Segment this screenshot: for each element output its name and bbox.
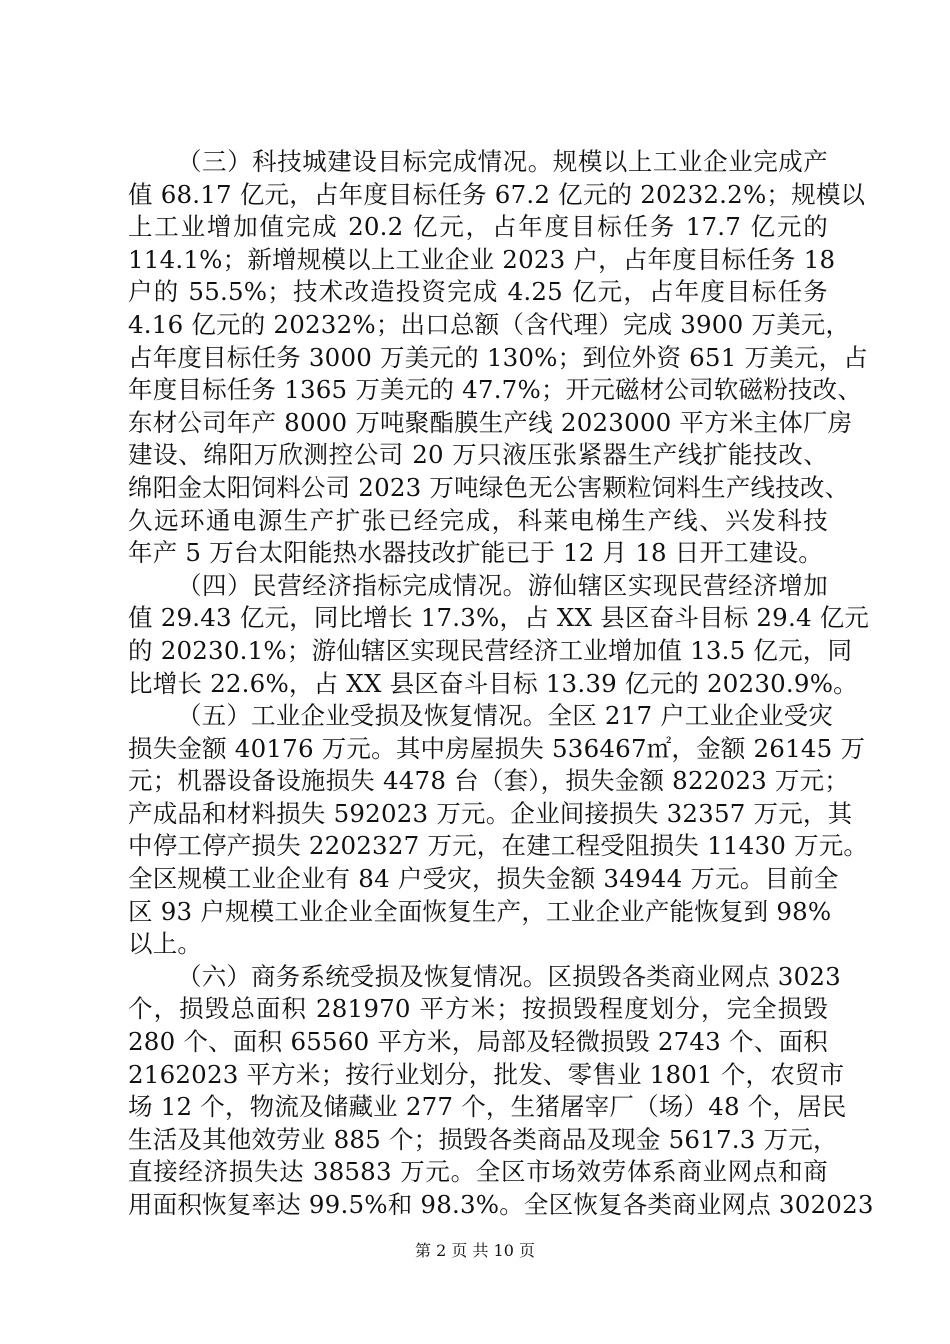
paragraph-line: 280 个、面积 65560 平方米，局部及轻微损毁 2743 个、面积: [128, 1027, 828, 1057]
paragraph-line: （四）民营经济指标完成情况。游仙辖区实现民营经济增加: [177, 570, 828, 600]
paragraph-line: 绵阳金太阳饲料公司 2023 万吨绿色无公害颗粒饲料生产线技改、: [128, 472, 850, 502]
page-footer: 第 2 页 共 10 页: [415, 1241, 535, 1260]
paragraph-line: 元；机器设备设施损失 4478 台（套），损失金额 822023 万元；: [128, 766, 849, 796]
paragraph-line: 东材公司年产 8000 万吨聚酯膜生产线 2023000 平方米主体厂房: [128, 407, 853, 437]
paragraph-line: 建设、绵阳万欣测控公司 20 万只液压张紧器生产线扩能技改、: [128, 440, 828, 470]
paragraph-line: 值 68.17 亿元，占年度目标任务 67.2 亿元的 20232.2%；规模以: [128, 179, 866, 209]
paragraph-line: 4.16 亿元的 20232%；出口总额（含代理）完成 3900 万美元，: [128, 309, 851, 339]
paragraph-line: 生活及其他效劳业 885 个；损毁各类商品及现金 5617.3 万元，: [128, 1124, 838, 1154]
paragraph-line: 2162023 平方米；按行业划分，批发、零售业 1801 个，农贸市: [128, 1059, 845, 1089]
paragraph-line: 场 12 个，物流及储藏业 277 个，生猪屠宰厂（场）48 个，居民: [128, 1092, 847, 1122]
paragraph-line: 年产 5 万台太阳能热水器技改扩能已于 12 月 18 日开工建设。: [128, 538, 823, 568]
paragraph-line: 上工业增加值完成 20.2 亿元，占年度目标任务 17.7 亿元的: [128, 212, 828, 242]
paragraph-line: 值 29.43 亿元，同比增长 17.3%，占 XX 县区奋斗目标 29.4 亿元: [128, 603, 870, 633]
paragraph-line: （三）科技城建设目标完成情况。规模以上工业企业完成产: [177, 147, 828, 176]
paragraph-line: 年度目标任务 1365 万美元的 47.7%；开元磁材公司软磁粉技改、: [128, 375, 863, 405]
paragraph-line: 的 20230.1%；游仙辖区实现民营经济工业增加值 13.5 亿元，同: [128, 635, 853, 665]
paragraph-line: 中停工停产损失 2202327 万元，在建工程受阻损失 11430 万元。: [128, 831, 869, 861]
paragraph-line: 全区规模工业企业有 84 户受灾，损失金额 34944 万元。目前全: [128, 864, 839, 894]
paragraph-line: 比增长 22.6%，占 XX 县区奋斗目标 13.39 亿元的 20230.9%。: [128, 668, 858, 698]
paragraph-line: 户的 55.5%；技术改造投资完成 4.25 亿元，占年度目标任务: [128, 277, 828, 307]
body-text: [128, 146, 874, 1222]
paragraph-line: （五）工业企业受损及恢复情况。全区 217 户工业企业受灾: [177, 701, 834, 731]
paragraph-line: 以上。: [128, 929, 203, 959]
paragraph-line: （六）商务系统受损及恢复情况。区损毁各类商业网点 3023: [177, 961, 841, 991]
paragraph-line: 久远环通电源生产扩张已经完成，科莱电梯生产线、兴发科技: [128, 505, 828, 535]
paragraph-line: 产成品和材料损失 592023 万元。企业间接损失 32357 万元，其: [128, 798, 853, 828]
paragraph-line: 占年度目标任务 3000 万美元的 130%；到位外资 651 万美元，占: [128, 342, 868, 372]
paragraph-line: 区 93 户规模工业企业全面恢复生产，工业企业产能恢复到 98%: [128, 896, 832, 926]
paragraph-line: 114.1%；新增规模以上工业企业 2023 户，占年度目标任务 18: [128, 244, 836, 274]
paragraph-line: 直接经济损失达 38583 万元。全区市场效劳体系商业网点和商: [128, 1157, 828, 1187]
paragraph-line: 个，损毁总面积 281970 平方米；按损毁程度划分，完全损毁: [128, 994, 828, 1024]
paragraph-line: 用面积恢复率达 99.5%和 98.3%。全区恢复各类商业网点 302023: [128, 1190, 874, 1219]
paragraph-line: 损失金额 40176 万元。其中房屋损失 536467㎡，金额 26145 万: [128, 733, 866, 763]
